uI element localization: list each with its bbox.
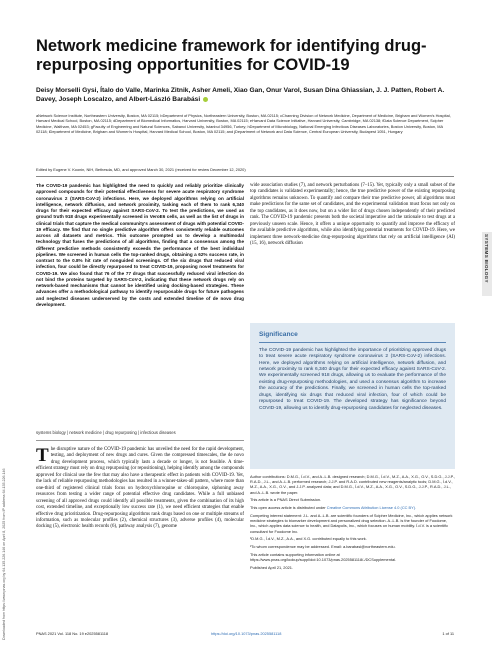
body-left-text: he disruptive nature of the COVID-19 pandemic has unveiled the need for the rapid development, testing, and deployment of new drugs and cures. Given the compressed timescales, the de novo drug development process, which typically lasts a decade or longer, is not feasible. A time-efficient strategy must rely on drug repurposing (or repositioning), helping identify among the compounds approved for clinical use the few that may also have a therapeutic effect in patients with COVID-19. Yet, the lack of reliable repurposing methodologies has resulted in a winner-takes-all pattern, where more than one-third of registered clinical trials focus on hydroxychloroquine or chloroquine, siphoning away resources from testing a wider range of potential effective drug candidates. While a full unbiased screening of all approved drugs could identify all possible treatments, given the combination of its high cost, extended timeline, and exceptionally low success rate (1), we need efficient strategies that enable effective drug prioritization. Drug-repurposing algorithms rank drugs based on one or multiple streams of information, such as molecular profiles (2), chemical structures (3), adverse profiles (4), molecular docking (5), electronic health records (6), pathway analysis (7), genome	[36, 447, 244, 530]
equal-contribution-note: ¹D.M.G., Í.d.V., M.Z., A.A., and X.G. contributed equally to this work.	[250, 536, 367, 542]
keywords: systems biology | network medicine | drug repurposing | infectious diseases	[36, 430, 176, 435]
significance-divider	[259, 342, 446, 343]
license-note	[250, 505, 455, 510]
published-date: Published April 21, 2021.	[250, 565, 294, 570]
keywords-divider	[36, 440, 244, 441]
drop-cap: T	[36, 445, 49, 466]
significance-text: The COVID-19 pandemic has highlighted the importance of prioritizing approved drugs to treat severe acute respiratory syndrome coronavirus 2 (SARS-CoV-2) infections. Here, we deployed algorithms relying on artificial intelligence, network diffusion, and network proximity to rank 6,340 drugs for their expected efficacy against SARS-CoV-2. We experimentally screened 918 drugs, allowing us to evaluate the performance of the existing drug-repurposing methodologies, and used a consensus algorithm to increase the accuracy of the predictions. Finally, we screened in human cells the top-ranked drugs, identifying six drugs that reduced viral infection, four of which could be repurposed to treat COVID-19. The developed strategy has significance beyond COVID-19, allowing us to identify drug-repurposing candidates for neglected diseases.	[259, 347, 446, 411]
abstract: The COVID-19 pandemic has highlighted the need to quickly and reliably prioritize clinically approved compounds for their potential effectiveness for severe acute respiratory syndrome coronavirus 2 (SARS-CoV-2) infections. Here, we deployed algorithms relying on artificial intelligence, network diffusion, and network proximity, tasking each of them to rank 6,340 drugs for their expected efficacy against SARS-CoV-2. To test the predictions, we used as ground truth 918 drugs experimentally screened in VeroE6 cells, as well as the list of drugs in clinical trials that capture the medical community's assessment of drugs with potential COVID-19 efficacy. We find that no single predictive algorithm offers consistently reliable outcomes across all datasets and metrics. This outcome prompted us to develop a multimodal technology that fuses the predictions of all algorithms, finding that a consensus among the different predictive methods consistently exceeds the performance of the best individual pipelines. We screened in human cells the top-ranked drugs, obtaining a 62% success rate, in contrast to the 0.8% hit rate of nonguided screenings. Of the six drugs that reduced viral infection, four could be directly repurposed to treat COVID-19, proposing novel treatments for COVID-19. We also found that 76 of the 77 drugs that successfully reduced viral infection do not bind the proteins targeted by SARS-CoV-2, indicating that these network drugs rely on network-based mechanisms that cannot be identified using docking-based strategies. These advances offer a methodological pathway to identify repurposable drugs for future pathogens and neglected diseases underserved by the costs and extended timeline of de novo drug development.	[36, 183, 244, 307]
author-names: Deisy Morselli Gysi, Ítalo do Valle, Marinka Zitnik, Asher Ameli, Xiao Gan, Onur Varol, Susan Dina Ghiassian, J. J. Patten, Robert A. Davey, Joseph Loscalzo, and Albert-László Barabási	[36, 87, 445, 103]
paper-title: Network medicine framework for identifying drug-repurposing opportunities for COVID-19	[36, 37, 427, 74]
license-prefix: This open access article is distributed under	[250, 505, 327, 511]
body-text-left	[36, 447, 244, 531]
doi-link[interactable]: https://doi.org/10.1073/pnas.2025581118	[211, 631, 282, 636]
page-footer	[36, 631, 454, 639]
header-divider	[36, 176, 454, 177]
supporting-info-note: This article contains supporting information online at https://www.pnas.org/lookup/suppl/doi:10.1073/pnas.2025581118/-/DCSupplemental.	[250, 552, 397, 563]
pnas-direct-note: This article is a PNAS Direct Submission.	[250, 497, 322, 503]
license-link[interactable]: Creative Commons Attribution License 4.0 (CC BY).	[326, 505, 417, 511]
correspondence-note: ²To whom correspondence may be addressed. Email: a.barabasi@northeastern.edu.	[250, 544, 396, 550]
edited-by: Edited by Eugene V. Koonin, NIH, Bethesda, MD, and approved March 30, 2021 (received for review December 12, 2020)	[36, 167, 246, 172]
page-number: 1 of 11	[442, 631, 454, 636]
download-sidebar-text: Downloaded from https://www.pnas.org by 64.135.226.146 on April 8, 2025 from IP address 64.135.226.146	[2, 468, 6, 640]
affiliations: aNetwork Science Institute, Northeastern University, Boston, MA 02115; bDepartment of Physics, Northeastern University, Boston, MA 02115; cChanning Division of Network Medicine, Department of Medicine, Brigham and Women's Hospital, Harvard Medical School, Boston, MA 02115; dDepartment of Biomedical Informatics, Harvard University, Boston, MA 02115; eHarvard Data Science Initiative, Harvard University, Cambridge, MA 02138; fData Science Department, Scipher Medicine, Waltham, MA 02453; gFaculty of Engineering and Natural Sciences, Sabanci University, Istanbul 34956, Turkey; hDepartment of Microbiology, National Emerging Infectious Diseases Laboratories, Boston University, Boston, MA 02118; iDepartment of Medicine, Brigham and Women's Hospital, Harvard Medical School, Boston, MA 02115; and jDepartment of Network and Data Science, Central European University, Budapest 1051, Hungary	[36, 113, 451, 134]
article-notes	[250, 474, 455, 573]
significance-box	[250, 323, 455, 469]
section-tab	[482, 232, 492, 296]
competing-interests: Competing interest statement: J.L. and A.-L.B. are scientific founders of Scipher Medicine, Inc., which applies network medicine strategies to biomarker development and personalized drug selection. A.-L.B. is the founder of Foodome, Inc., which applies data science to health, and Datapolis, Inc., which focuses on human mobility. Í.d.V. is a scientific consultant for Foodome Inc.	[250, 513, 453, 534]
journal-citation: PNAS 2021 Vol. 118 No. 19 e2025581118	[36, 631, 109, 636]
author-contributions: Author contributions: D.M.G., Í.d.V., and A.-L.B. designed research; D.M.G., Í.d.V., M.Z., A.A., X.G., O.V., S.D.G., J.J.P., R.A.D., J.L., and A.-L.B. performed research; J.J.P. and R.A.D. contributed new reagents/analytic tools; D.M.G., Í.d.V., M.Z., A.A., X.G., O.V., and J.J.P. analyzed data; and D.M.G., Í.d.V., M.Z., A.A., X.G., O.V., S.D.G., J.J.P., R.A.D., J.L., and A.-L.B. wrote the paper.	[250, 474, 455, 495]
section-label: SYSTEMS BIOLOGY	[484, 234, 489, 283]
download-sidebar	[2, 300, 10, 640]
orcid-icon[interactable]	[203, 97, 208, 102]
body-text-right: wide association studies (7), and network perturbations (7–15). Yet, typically only a small subset of the top candidates is validated experimentally; hence, the true predictive power of the existing repurposing algorithms remains unknown. To quantify and compare their true predictive power, all algorithms must make predictions for the same set of candidates, and the experimental validation must focus not only on the top candidates, as it does now, but on a wider list of drugs chosen independently of their predicted rank. The COVID-19 pandemic presents both the societal imperative and the rationale to test drugs at a previously unseen scale. Hence, it offers a unique opportunity to quantify and improve the efficacy of the available predictive algorithms, while also identifying potential treatments for COVID-19. Here, we implement three network-medicine drug-repurposing algorithms that rely on artificial intelligence (AI) (15, 16), network diffusion	[250, 183, 455, 247]
significance-title: Significance	[259, 331, 298, 338]
author-list	[36, 86, 446, 104]
